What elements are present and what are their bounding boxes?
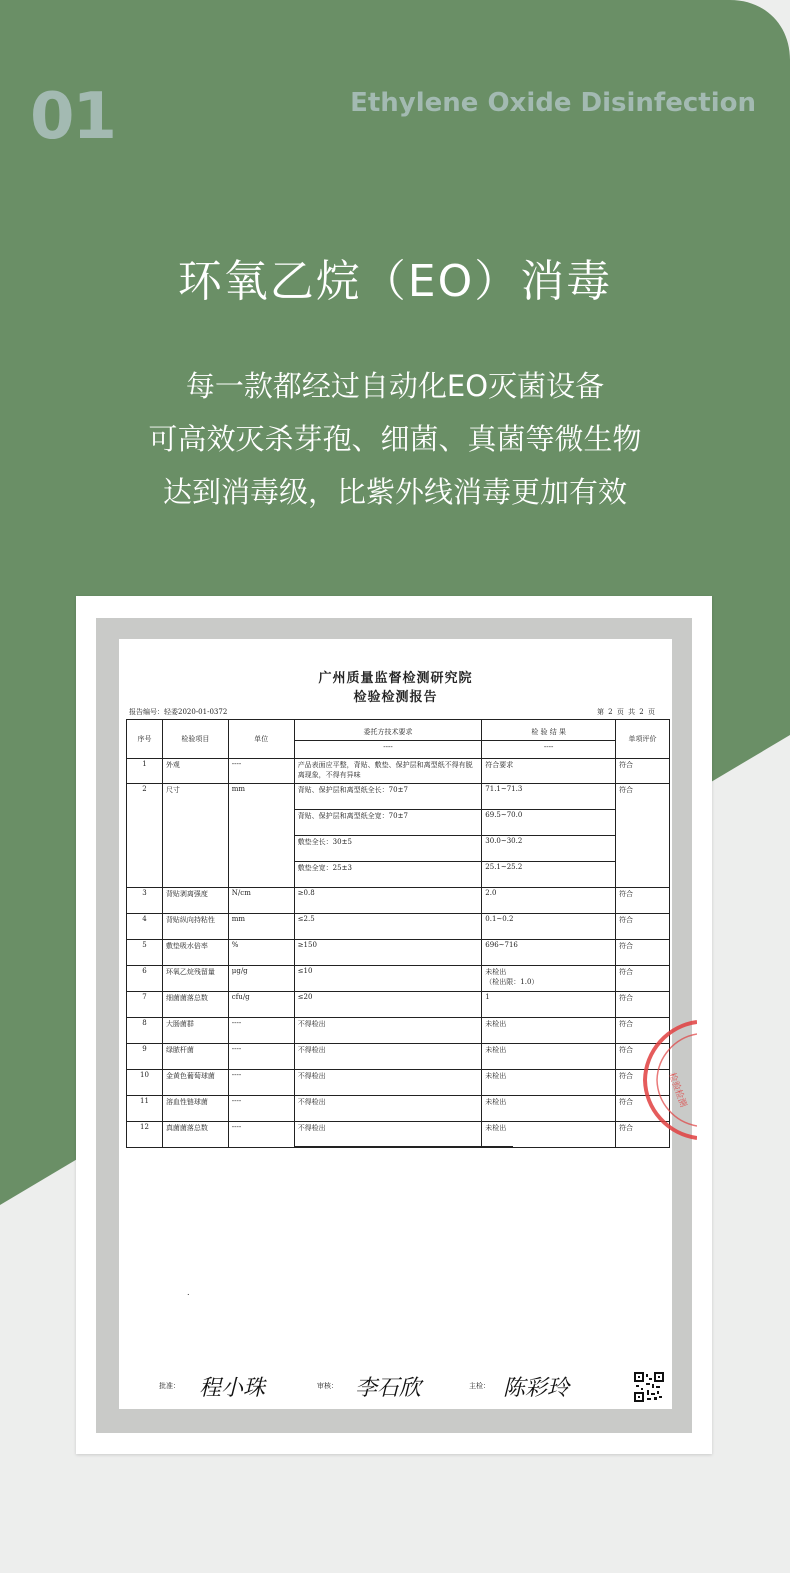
col-result-label: 检 验 结 果 — [531, 728, 566, 736]
main-title: 环氧乙烷（EO）消毒 — [177, 256, 613, 307]
svg-text:检验检测: 检验检测 — [666, 1071, 688, 1109]
approve-signature: 程小珠 — [199, 1376, 266, 1401]
cell-item: 真菌菌落总数 — [162, 1122, 228, 1148]
report-scan — [96, 618, 692, 1433]
cell-eval: 符合 — [616, 1070, 670, 1096]
table-row — [127, 940, 670, 966]
cell-unit: ---- — [228, 1096, 294, 1122]
cell-unit: N/cm — [228, 888, 294, 914]
cell-unit: ---- — [228, 1018, 294, 1044]
cell-result: 未检出 — [482, 1044, 616, 1070]
cell-unit: μg/g — [228, 966, 294, 992]
cell-no: 2 — [127, 784, 163, 888]
cell-req: 不得检出 — [294, 1044, 482, 1070]
cell-eval: 符合 — [616, 1044, 670, 1070]
cell-item: 敷垫吸水倍率 — [162, 940, 228, 966]
cell-eval: 符合 — [616, 784, 670, 888]
cell-result: 696~716 — [482, 940, 616, 966]
institute-name: 广州质量监督检测研究院 — [318, 671, 473, 686]
cell-eval: 符合 — [616, 940, 670, 966]
cell-req: ≤20 — [294, 992, 482, 1018]
cell-eval: 符合 — [616, 759, 670, 784]
table-row — [127, 1096, 670, 1122]
col-requirement — [294, 720, 482, 759]
table-header-row — [127, 720, 670, 759]
cell-req: 不得检出 — [294, 1122, 482, 1148]
cell-result: 未检出 — [482, 1070, 616, 1096]
cell-item: 环氧乙烷残留量 — [162, 966, 228, 992]
cell-unit: mm — [228, 784, 294, 888]
report-table — [126, 719, 670, 1148]
col-requirement-dash: ---- — [295, 740, 482, 751]
table-row — [127, 784, 670, 810]
cell-result: 未检出 — [482, 1018, 616, 1044]
cell-result-value: 未检出 — [485, 968, 507, 976]
report-paper — [119, 639, 688, 1409]
cell-eval: 符合 — [616, 966, 670, 992]
col-eval: 单项评价 — [616, 720, 670, 759]
table-row — [127, 888, 670, 914]
cell-no: 1 — [127, 759, 163, 784]
report-photo-frame — [76, 596, 712, 1454]
cell-result: 2.0 — [482, 888, 616, 914]
cell-result: 69.5~70.0 — [482, 810, 616, 836]
cell-unit: ---- — [228, 1044, 294, 1070]
cell-no: 12 — [127, 1122, 163, 1148]
cell-eval: 符合 — [616, 992, 670, 1018]
cell-eval: 符合 — [616, 1096, 670, 1122]
cell-req: ≥150 — [294, 940, 482, 966]
cell-no: 9 — [127, 1044, 163, 1070]
cell-req: 背贴、保护层和离型纸全长：70±7 — [294, 784, 482, 810]
cell-result: 30.0~30.2 — [482, 836, 616, 862]
cell-req: ≤10 — [294, 966, 482, 992]
col-unit: 单位 — [228, 720, 294, 759]
scan-dot: . — [187, 1288, 190, 1297]
cell-item: 金黄色葡萄球菌 — [162, 1070, 228, 1096]
cell-req: ≤2.5 — [294, 914, 482, 940]
description-line-3: 达到消毒级，比紫外线消毒更加有效 — [162, 475, 627, 509]
cell-result: 71.1~71.3 — [482, 784, 616, 810]
qr-code-icon — [634, 1372, 664, 1402]
cell-item: 尺寸 — [162, 784, 228, 888]
cell-req: 背贴、保护层和离型纸全宽：70±7 — [294, 810, 482, 836]
cell-result — [482, 966, 616, 992]
table-row — [127, 1018, 670, 1044]
cell-result: 1 — [482, 992, 616, 1018]
table-row — [127, 992, 670, 1018]
table-row — [127, 1044, 670, 1070]
col-result — [482, 720, 616, 759]
cell-eval: 符合 — [616, 888, 670, 914]
page-info: 第 2 页 共 2 页 — [596, 708, 656, 716]
cell-result: 未检出 — [482, 1122, 616, 1148]
cell-item: 大肠菌群 — [162, 1018, 228, 1044]
cell-req: 不得检出 — [294, 1018, 482, 1044]
cell-item: 绿脓杆菌 — [162, 1044, 228, 1070]
cell-unit: ---- — [228, 1070, 294, 1096]
table-row — [127, 914, 670, 940]
cell-result: 未检出 — [482, 1096, 616, 1122]
cell-eval: 符合 — [616, 1122, 670, 1148]
cell-eval: 符合 — [616, 1018, 670, 1044]
report-number: 报告编号：轻委2020-01-0372 — [129, 708, 228, 716]
cell-unit: cfu/g — [228, 992, 294, 1018]
approve-label: 批准： — [159, 1382, 180, 1390]
description — [0, 360, 790, 519]
cell-unit: % — [228, 940, 294, 966]
review-signature: 李石欣 — [355, 1376, 422, 1401]
cell-req: ≥0.8 — [294, 888, 482, 914]
col-result-dash: ---- — [482, 740, 615, 751]
cell-eval: 符合 — [616, 914, 670, 940]
cell-req: 不得检出 — [294, 1096, 482, 1122]
col-item: 检验项目 — [162, 720, 228, 759]
report-title: 检验检测报告 — [353, 690, 438, 705]
table-row — [127, 1070, 670, 1096]
cell-no: 10 — [127, 1070, 163, 1096]
description-line-2: 可高效灭杀芽孢、细菌、真菌等微生物 — [148, 422, 642, 456]
cell-unit: mm — [228, 914, 294, 940]
cell-no: 8 — [127, 1018, 163, 1044]
test-label: 主检： — [469, 1382, 490, 1390]
cell-item: 背贴纵向持粘性 — [162, 914, 228, 940]
cell-no: 11 — [127, 1096, 163, 1122]
section-title-en: Ethylene Oxide Disinfection — [350, 88, 756, 118]
test-signature: 陈彩玲 — [503, 1376, 570, 1401]
cell-result: 25.1~25.2 — [482, 862, 616, 888]
review-label: 审核： — [317, 1382, 338, 1390]
cell-req: 不得检出 — [294, 1070, 482, 1096]
cell-result: 符合要求 — [482, 759, 616, 784]
cell-item: 细菌菌落总数 — [162, 992, 228, 1018]
cell-req: 产品表面应平整，背贴、敷垫、保护层和离型纸不得有脱离现象，不得有异味 — [294, 759, 482, 784]
table-row — [127, 966, 670, 992]
official-stamp — [627, 1014, 697, 1144]
cell-req: 敷垫全宽：25±3 — [294, 862, 482, 888]
table-row — [127, 1122, 670, 1148]
table-row — [127, 759, 670, 784]
col-requirement-label: 委托方技术要求 — [363, 728, 413, 736]
cell-unit: ---- — [228, 1122, 294, 1148]
cell-item: 背贴剥离强度 — [162, 888, 228, 914]
cell-no: 6 — [127, 966, 163, 992]
cell-req: 敷垫全长：30±5 — [294, 836, 482, 862]
cell-unit: ---- — [228, 759, 294, 784]
cell-result: 0.1~0.2 — [482, 914, 616, 940]
table-end-line — [295, 1146, 513, 1148]
col-no: 序号 — [127, 720, 163, 759]
description-line-1: 每一款都经过自动化EO灭菌设备 — [185, 369, 605, 403]
section-number: 01 — [30, 80, 116, 154]
cell-no: 4 — [127, 914, 163, 940]
cell-result-note: （检出限：1.0） — [485, 978, 539, 986]
cell-no: 3 — [127, 888, 163, 914]
cell-no: 5 — [127, 940, 163, 966]
cell-item: 溶血性链球菌 — [162, 1096, 228, 1122]
cell-item: 外观 — [162, 759, 228, 784]
cell-no: 7 — [127, 992, 163, 1018]
